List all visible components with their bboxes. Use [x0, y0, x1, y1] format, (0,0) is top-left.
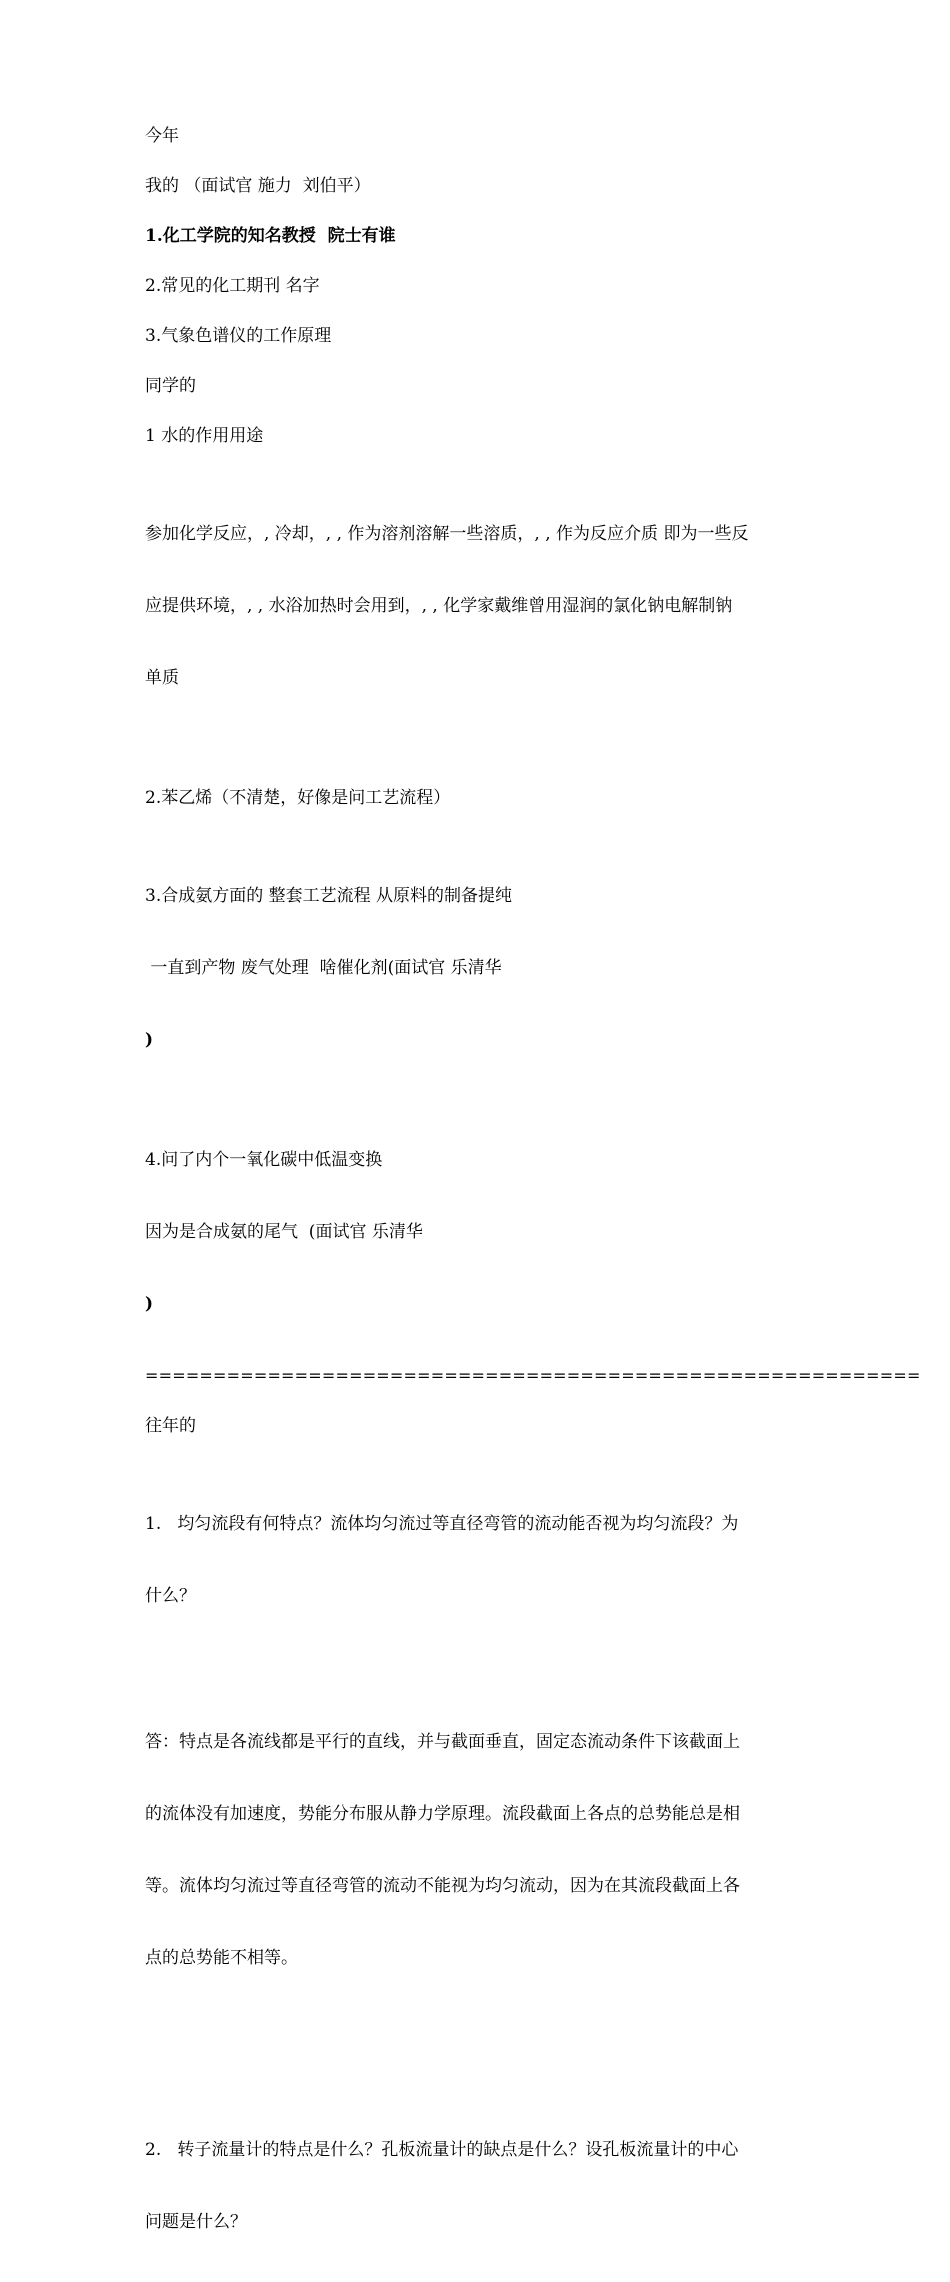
- question-line: 什么？: [145, 1586, 196, 1606]
- past-question-1: [145, 1464, 810, 1656]
- separator-line: =========================================================: [145, 1366, 921, 1385]
- question-line: 4.问了内个一氧化碳中低温变换: [145, 1150, 383, 1170]
- section-heading-classmates: 同学的: [145, 376, 196, 396]
- question-line: 因为是合成氨的尾气 (面试官 乐清华: [145, 1222, 423, 1242]
- answer-line: 单质: [145, 668, 179, 688]
- question-line: 1. 均匀流段有何特点？流体均匀流过等直径弯管的流动能否视为均匀流段？为: [145, 1514, 739, 1534]
- classmate-question-3: [145, 836, 810, 1100]
- question-line: ): [145, 1294, 154, 1314]
- question-line: 问题是什么？: [145, 2212, 247, 2232]
- answer-line: 应提供环境，, , 水浴加热时会用到，, , 化学家戴维曾用湿润的氯化钠电解制钠: [145, 596, 733, 616]
- section-heading-past-years: 往年的: [145, 1416, 196, 1436]
- question-3: 3.气象色谱仪的工作原理: [145, 326, 332, 346]
- past-answer-1: [145, 1682, 810, 2018]
- section-heading-this-year: 今年: [145, 126, 179, 146]
- past-question-2: [145, 2090, 810, 2282]
- answer-line: 答：特点是各流线都是平行的直线，并与截面垂直，固定态流动条件下该截面上: [145, 1732, 740, 1752]
- question-line: ): [145, 1030, 154, 1050]
- question-line: 3.合成氨方面的 整套工艺流程 从原料的制备提纯: [145, 886, 513, 906]
- answer-line: 点的总势能不相等。: [145, 1948, 298, 1968]
- question-1: 1.化工学院的知名教授 院士有谁: [145, 226, 396, 246]
- answer-line: 的流体没有加速度，势能分布服从静力学原理。流段截面上各点的总势能总是相: [145, 1804, 740, 1824]
- question-2: 2.常见的化工期刊 名字: [145, 276, 320, 296]
- section-heading-mine: 我的 （面试官 施力 刘伯平）: [145, 176, 371, 196]
- answer-line: 等。流体均匀流过等直径弯管的流动不能视为均匀流动，因为在其流段截面上各: [145, 1876, 740, 1896]
- classmate-question-2: 2.苯乙烯（不清楚，好像是问工艺流程）: [145, 788, 451, 808]
- classmate-question-4: [145, 1100, 810, 1364]
- question-line: 一直到产物 废气处理 啥催化剂(面试官 乐清华: [145, 958, 502, 978]
- answer-line: 参加化学反应，, 冷却，, , 作为溶剂溶解一些溶质，, , 作为反应介质 即为一些反: [145, 524, 749, 544]
- document-body: [145, 124, 921, 2282]
- classmate-answer-1: [145, 474, 810, 738]
- question-line: 2. 转子流量计的特点是什么？孔板流量计的缺点是什么？设孔板流量计的中心: [145, 2140, 739, 2160]
- classmate-question-1: 1 水的作用用途: [145, 426, 264, 446]
